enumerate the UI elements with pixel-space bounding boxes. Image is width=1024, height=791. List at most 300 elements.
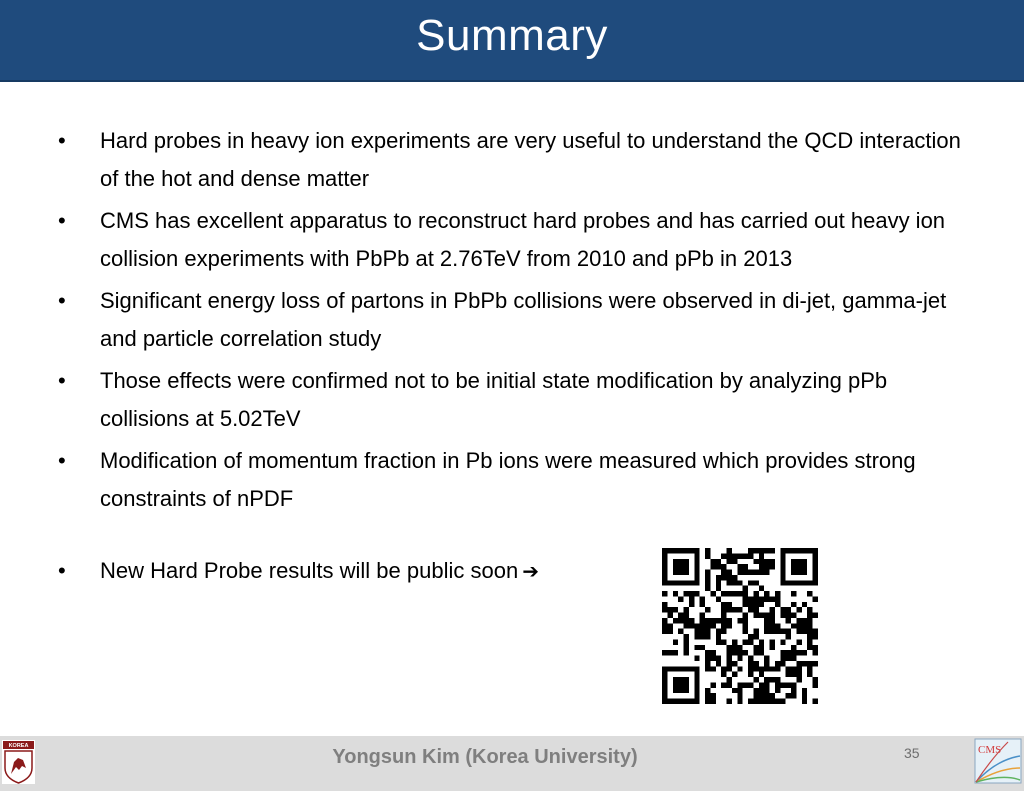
qr-module [737, 580, 742, 585]
qr-module [802, 564, 807, 569]
arrow-right-icon: ➔ [522, 561, 539, 583]
qr-module [727, 553, 732, 558]
qr-module [721, 570, 726, 575]
qr-module [786, 682, 791, 687]
qr-module [786, 613, 791, 618]
qr-module [694, 677, 699, 682]
qr-module [737, 564, 742, 569]
qr-module [727, 580, 732, 585]
bullet-text: Modification of momentum fraction in Pb ions were measured which provides strong constraints of nPDF [100, 448, 916, 511]
title-bar [0, 0, 1024, 82]
qr-module [796, 672, 801, 677]
qr-module [780, 548, 785, 553]
qr-module [662, 591, 667, 596]
qr-module [764, 656, 769, 661]
qr-module [786, 672, 791, 677]
qr-module [689, 623, 694, 628]
qr-module [673, 564, 678, 569]
qr-module [694, 645, 699, 650]
qr-module [684, 559, 689, 564]
qr-module [737, 645, 742, 650]
qr-module [764, 570, 769, 575]
qr-module [759, 559, 764, 564]
qr-module [748, 570, 753, 575]
qr-module [662, 623, 667, 628]
qr-module [662, 699, 667, 704]
qr-module [796, 650, 801, 655]
qr-module [737, 693, 742, 698]
cms-logo [974, 738, 1022, 784]
qr-module [775, 602, 780, 607]
qr-module [721, 672, 726, 677]
qr-module [786, 580, 791, 585]
qr-module [694, 699, 699, 704]
qr-module [764, 618, 769, 623]
qr-module [759, 699, 764, 704]
qr-module [662, 677, 667, 682]
qr-module [780, 559, 785, 564]
qr-module [727, 607, 732, 612]
bullet-dot: • [58, 368, 66, 393]
qr-module [753, 634, 758, 639]
qr-module [770, 629, 775, 634]
qr-module [807, 607, 812, 612]
qr-module [705, 586, 710, 591]
qr-module [753, 629, 758, 634]
qr-module [764, 591, 769, 596]
qr-module [727, 645, 732, 650]
qr-module [705, 623, 710, 628]
qr-module [732, 688, 737, 693]
qr-module [802, 559, 807, 564]
qr-module [780, 656, 785, 661]
bullet-dot: • [58, 288, 66, 313]
qr-module [678, 618, 683, 623]
qr-module [748, 666, 753, 671]
qr-module [700, 623, 705, 628]
qr-module [764, 666, 769, 671]
qr-module [684, 607, 689, 612]
qr-module [684, 591, 689, 596]
qr-module [673, 618, 678, 623]
qr-module [737, 699, 742, 704]
qr-module [802, 570, 807, 575]
qr-module [770, 559, 775, 564]
qr-module [737, 618, 742, 623]
qr-module [770, 677, 775, 682]
qr-module [673, 570, 678, 575]
qr-module [716, 559, 721, 564]
qr-module [694, 564, 699, 569]
qr-module [732, 553, 737, 558]
qr-module [780, 580, 785, 585]
qr-module [791, 602, 796, 607]
bullet-item [58, 442, 978, 518]
qr-module [770, 613, 775, 618]
qr-module [759, 688, 764, 693]
bullet-list [58, 122, 978, 595]
qr-module [802, 580, 807, 585]
qr-module [678, 559, 683, 564]
qr-module [705, 688, 710, 693]
qr-module [705, 650, 710, 655]
qr-module [807, 661, 812, 666]
qr-module [700, 602, 705, 607]
qr-module [700, 629, 705, 634]
qr-module [796, 570, 801, 575]
bullet-text: Those effects were confirmed not to be initial state modification by analyzing pPb collisions at 5.02TeV [100, 368, 888, 431]
qr-module [662, 559, 667, 564]
qr-module [667, 607, 672, 612]
qr-module [748, 553, 753, 558]
qr-module [721, 602, 726, 607]
qr-module [705, 607, 710, 612]
qr-module [689, 591, 694, 596]
qr-module [678, 666, 683, 671]
qr-module [759, 553, 764, 558]
qr-module [770, 639, 775, 644]
qr-module [710, 666, 715, 671]
qr-module [694, 666, 699, 671]
qr-module [705, 548, 710, 553]
qr-module [759, 639, 764, 644]
qr-module [786, 629, 791, 634]
qr-module [802, 661, 807, 666]
qr-module [694, 693, 699, 698]
qr-module [780, 607, 785, 612]
qr-module [791, 645, 796, 650]
qr-module [705, 661, 710, 666]
qr-module [700, 634, 705, 639]
qr-module [705, 618, 710, 623]
qr-module [753, 699, 758, 704]
qr-module [753, 650, 758, 655]
qr-module [759, 586, 764, 591]
qr-module [770, 607, 775, 612]
qr-module [748, 672, 753, 677]
bullet-text: Significant energy loss of partons in PbPb collisions were observed in di-jet, gamma-jet and particle correlation study [100, 288, 947, 351]
qr-module [780, 661, 785, 666]
qr-module [753, 570, 758, 575]
qr-module [727, 656, 732, 661]
qr-module [813, 650, 818, 655]
qr-code-icon[interactable] [662, 548, 818, 704]
qr-module [802, 699, 807, 704]
qr-module [813, 570, 818, 575]
qr-module [662, 650, 667, 655]
qr-module [743, 682, 748, 687]
qr-module [662, 607, 667, 612]
qr-module [689, 596, 694, 601]
qr-module [748, 656, 753, 661]
qr-module [678, 570, 683, 575]
qr-module [743, 613, 748, 618]
qr-module [813, 613, 818, 618]
qr-module [684, 639, 689, 644]
qr-module [764, 559, 769, 564]
qr-module [694, 688, 699, 693]
qr-module [813, 682, 818, 687]
qr-module [748, 548, 753, 553]
qr-module [791, 666, 796, 671]
qr-module [667, 613, 672, 618]
qr-module [764, 693, 769, 698]
qr-module [716, 634, 721, 639]
qr-module [764, 596, 769, 601]
qr-module [737, 591, 742, 596]
qr-module [759, 672, 764, 677]
qr-module [802, 548, 807, 553]
qr-module [700, 618, 705, 623]
qr-module [743, 596, 748, 601]
qr-module [710, 618, 715, 623]
qr-module [678, 596, 683, 601]
qr-module [727, 548, 732, 553]
qr-module [780, 699, 785, 704]
qr-module [662, 688, 667, 693]
qr-module [727, 623, 732, 628]
qr-module [694, 629, 699, 634]
qr-module [727, 570, 732, 575]
qr-module [770, 596, 775, 601]
qr-module [684, 688, 689, 693]
qr-module [759, 596, 764, 601]
qr-module [813, 645, 818, 650]
qr-module [813, 634, 818, 639]
bullet-dot: • [58, 128, 66, 153]
qr-module [796, 661, 801, 666]
bullet-text: Hard probes in heavy ion experiments are very useful to understand the QCD interaction of the hot and dense matter [100, 128, 961, 191]
qr-module [764, 629, 769, 634]
qr-module [753, 548, 758, 553]
qr-module [764, 661, 769, 666]
qr-module [759, 613, 764, 618]
qr-module [759, 666, 764, 671]
qr-module [796, 580, 801, 585]
qr-module [727, 618, 732, 623]
qr-module [764, 623, 769, 628]
qr-module [727, 575, 732, 580]
bullet-text: New Hard Probe results will be public soon [100, 558, 519, 583]
qr-module [775, 629, 780, 634]
qr-module [813, 580, 818, 585]
bullet-dot: • [58, 448, 66, 473]
qr-module [673, 682, 678, 687]
qr-module [813, 564, 818, 569]
qr-module [807, 548, 812, 553]
qr-module [770, 564, 775, 569]
qr-module [743, 602, 748, 607]
qr-module [791, 613, 796, 618]
qr-module [791, 656, 796, 661]
qr-module [678, 688, 683, 693]
qr-module [807, 629, 812, 634]
qr-module [759, 570, 764, 575]
qr-module [678, 677, 683, 682]
qr-module [780, 575, 785, 580]
qr-module [684, 570, 689, 575]
qr-module [689, 602, 694, 607]
qr-module [721, 639, 726, 644]
qr-module [694, 548, 699, 553]
qr-module [700, 613, 705, 618]
qr-module [743, 564, 748, 569]
qr-module [678, 580, 683, 585]
qr-module [705, 634, 710, 639]
qr-module [667, 629, 672, 634]
qr-module [753, 596, 758, 601]
qr-module [813, 699, 818, 704]
qr-module [770, 693, 775, 698]
qr-module [727, 650, 732, 655]
qr-module [748, 634, 753, 639]
qr-module [753, 666, 758, 671]
qr-module [786, 666, 791, 671]
qr-module [662, 618, 667, 623]
qr-module [770, 645, 775, 650]
footer-author: Yongsun Kim (Korea University) [332, 746, 638, 768]
qr-module [743, 553, 748, 558]
qr-module [737, 666, 742, 671]
qr-module [689, 666, 694, 671]
qr-module [759, 645, 764, 650]
qr-module [753, 591, 758, 596]
qr-module [694, 623, 699, 628]
qr-module [770, 666, 775, 671]
qr-module [678, 564, 683, 569]
qr-module [727, 661, 732, 666]
qr-module [684, 682, 689, 687]
qr-module [796, 548, 801, 553]
qr-module [807, 639, 812, 644]
bullet-item [58, 362, 978, 438]
bullet-item [58, 202, 978, 278]
qr-module [694, 575, 699, 580]
qr-module [764, 682, 769, 687]
qr-module [710, 559, 715, 564]
qr-module [662, 602, 667, 607]
qr-module [786, 650, 791, 655]
qr-module [764, 564, 769, 569]
qr-module [662, 553, 667, 558]
qr-module [780, 682, 785, 687]
qr-module [684, 677, 689, 682]
qr-module [786, 618, 791, 623]
qr-module [694, 553, 699, 558]
qr-module [716, 629, 721, 634]
qr-module [684, 623, 689, 628]
qr-module [667, 580, 672, 585]
qr-module [689, 618, 694, 623]
qr-module [694, 591, 699, 596]
qr-module [716, 580, 721, 585]
qr-module [710, 682, 715, 687]
qr-module [791, 693, 796, 698]
qr-module [780, 650, 785, 655]
qr-module [802, 629, 807, 634]
qr-module [759, 682, 764, 687]
qr-module [743, 623, 748, 628]
qr-module [796, 639, 801, 644]
qr-module [796, 559, 801, 564]
qr-module [694, 672, 699, 677]
bullet-text: CMS has excellent apparatus to reconstruct hard probes and has carried out heavy ion collision experiments with PbPb at 2.76TeV from 2010 and pPb in 2013 [100, 208, 946, 271]
qr-module [694, 682, 699, 687]
qr-module [775, 699, 780, 704]
qr-module [807, 672, 812, 677]
qr-module [662, 693, 667, 698]
qr-module [694, 634, 699, 639]
qr-module [662, 564, 667, 569]
qr-module [721, 623, 726, 628]
qr-module [796, 677, 801, 682]
qr-module [780, 570, 785, 575]
qr-module [716, 639, 721, 644]
qr-module [700, 645, 705, 650]
qr-module [662, 580, 667, 585]
qr-module [780, 639, 785, 644]
qr-module [748, 639, 753, 644]
qr-module [667, 548, 672, 553]
qr-module [786, 656, 791, 661]
qr-module [716, 564, 721, 569]
qr-module [786, 607, 791, 612]
qr-module [721, 553, 726, 558]
qr-module [802, 618, 807, 623]
qr-module [802, 688, 807, 693]
qr-module [716, 575, 721, 580]
bullet-item [58, 552, 978, 591]
qr-module [673, 688, 678, 693]
qr-module [721, 613, 726, 618]
qr-module [737, 570, 742, 575]
qr-module [748, 596, 753, 601]
qr-module [796, 564, 801, 569]
qr-module [727, 591, 732, 596]
qr-module [684, 699, 689, 704]
qr-module [743, 618, 748, 623]
logo-right-text: CMS [978, 744, 1002, 756]
qr-module [813, 575, 818, 580]
qr-module [753, 661, 758, 666]
bullet-item [58, 282, 978, 358]
qr-module [662, 575, 667, 580]
qr-module [791, 688, 796, 693]
qr-module [791, 570, 796, 575]
qr-module [662, 682, 667, 687]
qr-module [748, 580, 753, 585]
qr-module [727, 699, 732, 704]
qr-module [753, 559, 758, 564]
qr-module [764, 548, 769, 553]
qr-module [796, 618, 801, 623]
qr-module [662, 570, 667, 575]
qr-module [673, 699, 678, 704]
qr-module [667, 666, 672, 671]
qr-module [710, 656, 715, 661]
qr-module [791, 672, 796, 677]
qr-module [716, 661, 721, 666]
qr-module [721, 575, 726, 580]
qr-module [813, 677, 818, 682]
qr-module [764, 677, 769, 682]
qr-module [807, 623, 812, 628]
qr-module [807, 591, 812, 596]
qr-module [684, 634, 689, 639]
qr-module [737, 553, 742, 558]
qr-module [710, 699, 715, 704]
qr-module [796, 623, 801, 628]
